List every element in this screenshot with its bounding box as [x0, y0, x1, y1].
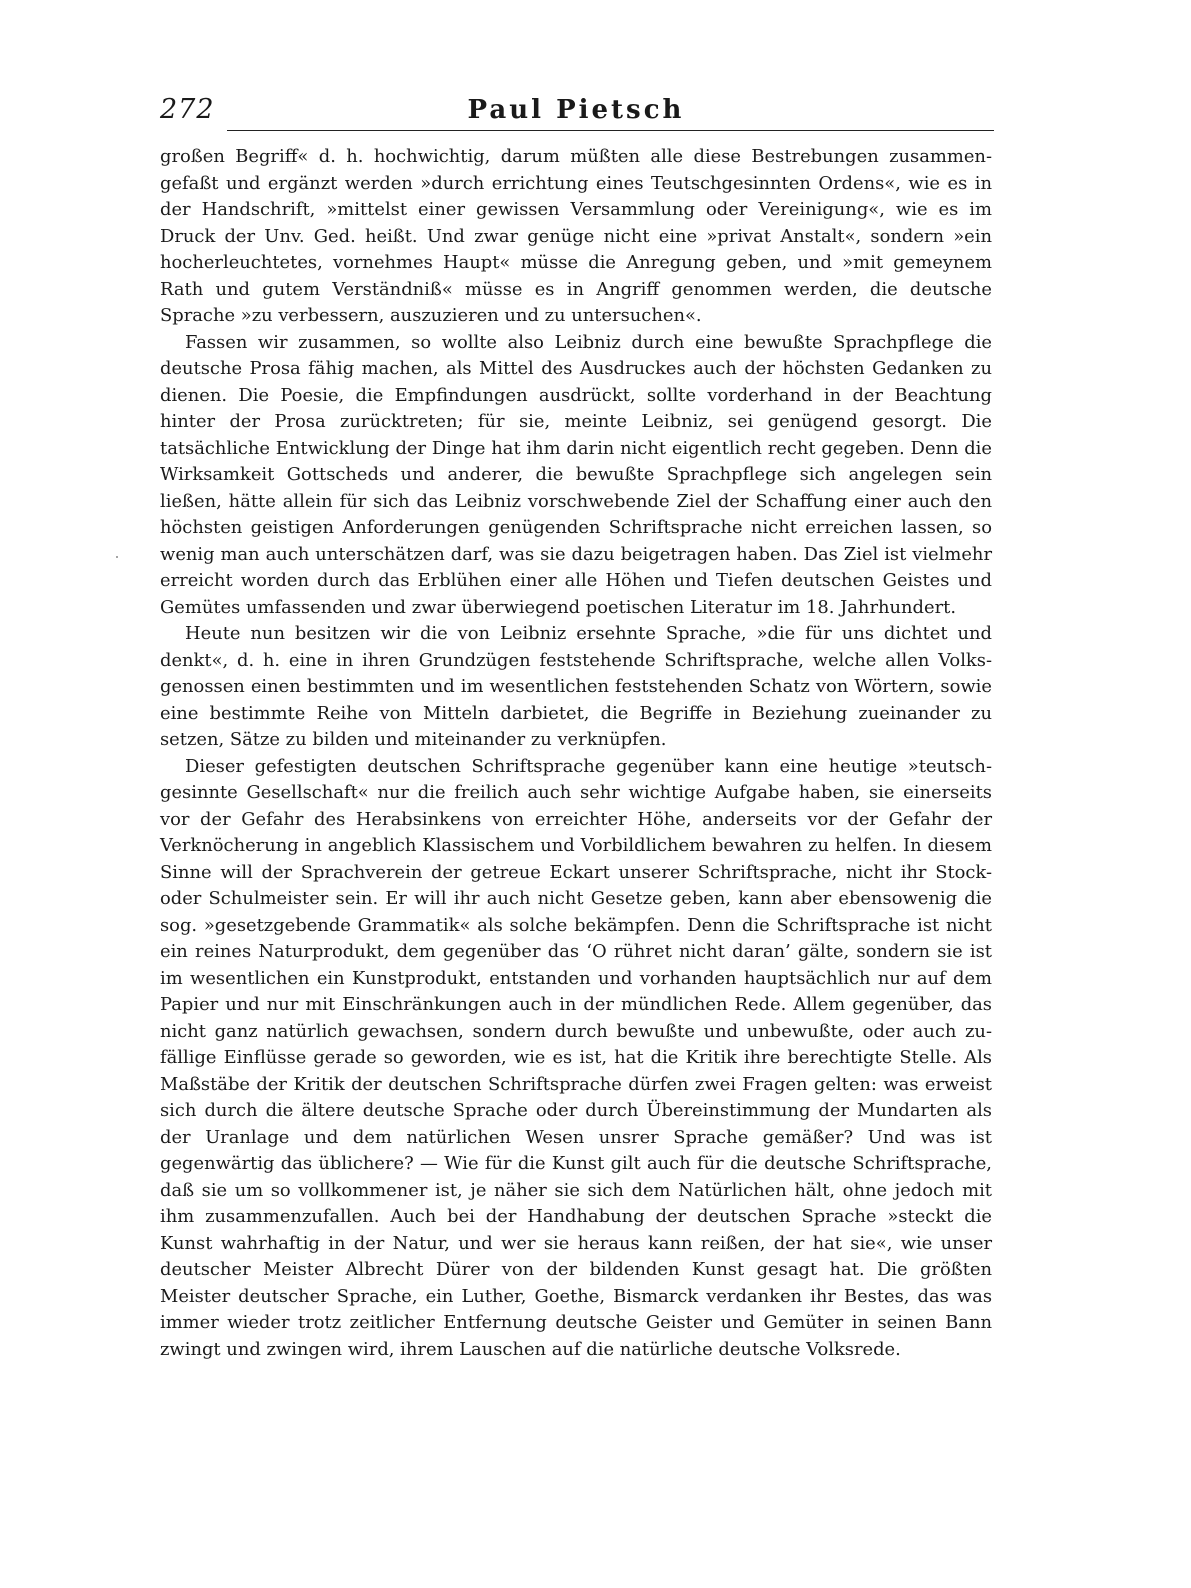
paragraph-1: großen Begriff« d. h. hochwichtig, darum müßten alle diese Bestrebungen zusammengefaßt und ergänzt werden »durch errichtung eines Teutschgesinnten Ordens«, wie es in der Handschrift, »mittelst einer gewissen Versammlung oder Vereinigung«, wie es im Druck der Unv. Ged. heißt. Und zwar genüge nicht eine »privat Anstalt«, sondern »ein hocherleuchtetes, vornehmes Haupt« müsse die Anregung geben, und »mit gemeynem Rath und gutem Verständniß« müsse es in Angriff genommen werden, die deutsche Sprache »zu verbessern, auszuzieren und zu untersuchen«. [160, 146, 992, 326]
body-text [160, 144, 992, 1363]
paragraph-2: Fassen wir zusammen, so wollte also Leibniz durch eine bewußte Sprachpflege die deutsche Prosa fähig machen, als Mittel des Ausdruckes auch der höchsten Gedanken zu dienen. Die Poesie, die Empfindungen ausdrückt, sollte vorderhand in der Beachtung hinter der Prosa zurücktreten; für sie, meinte Leibniz, sei genügend gesorgt. Die tatsächliche Entwicklung der Dinge hat ihm darin nicht eigentlich recht gegeben. Denn die Wirksamkeit Gottscheds und anderer, die bewußte Sprachpflege sich angelegen sein ließen, hätte allein für sich das Leibniz vorschwebende Ziel der Schaffung einer auch den höchsten geistigen Anforderungen genügenden Schriftsprache nicht erreichen lassen, so wenig man auch unterschätzen darf, was sie dazu beigetragen haben. Das Ziel ist vielmehr erreicht worden durch das Erblühen einer alle Höhen und Tiefen deutschen Geistes und Gemütes umfassenden und zwar überwiegend poetischen Literatur im 18. Jahrhundert. [160, 331, 992, 618]
page-number: 272 [160, 94, 215, 125]
paragraph-4: Dieser gefestigten deutschen Schriftsprache gegenüber kann eine heutige »teutschgesinnte Gesellschaft« nur die freilich auch sehr wichtige Aufgabe haben, sie einerseits vor der Gefahr des Herabsinkens von erreichter Höhe, anderseits vor der Gefahr der Verknöcherung in angeblich Klassischem und Vorbildlichem bewahren zu helfen. In diesem Sinne will der Sprachverein der getreue Eckart unserer Schriftsprache, nicht ihr Stock- oder Schulmeister sein. Er will ihr auch nicht Gesetze geben, kann aber ebensowenig die sog. »gesetzgebende Grammatik« als solche bekämpfen. Denn die Schriftsprache ist nicht ein reines Naturprodukt, dem gegenüber das ‘O rühret nicht daran’ gälte, sondern sie ist im wesentlichen ein Kunstprodukt, entstanden und vorhanden hauptsächlich nur auf dem Papier und nur mit Einschränkungen auch in der mündlichen Rede. Allem gegenüber, das nicht ganz natürlich gewachsen, sondern durch bewußte und unbewußte, oder auch zufällige Einflüsse gerade so geworden, wie es ist, hat die Kritik ihre berechtigte Stelle. Als Maßstäbe der Kritik der deutschen Schriftsprache dürfen zwei Fragen gelten: was erweist sich durch die ältere deutsche Sprache oder durch Übereinstimmung der Mundarten als der Uranlage und dem natürlichen Wesen unsrer Sprache gemäßer? Und was ist gegenwärtig das üblichere? — Wie für die Kunst gilt auch für die deutsche Schriftsprache, daß sie um so vollkommener ist, je näher sie sich dem Natürlichen hält, ohne jedoch mit ihm zusammenzufallen. Auch bei der Handhabung der deutschen Sprache »steckt die Kunst wahrhaftig in der Natur, und wer sie heraus kann reißen, der hat sie«, wie unser deutscher Meister Albrecht Dürer von der bildenden Kunst gesagt hat. Die größten Meister deutscher Sprache, ein Luther, Goethe, Bismarck verdanken ihr Bestes, das was immer wieder trotz zeitlicher Entfernung deutsche Geister und Gemüter in seinen Bann zwingt und zwingen wird, ihrem Lauschen auf die natürliche deutsche Volksrede. [160, 755, 992, 1360]
running-title: Paul Pietsch [467, 95, 685, 125]
paragraph-3: Heute nun besitzen wir die von Leibniz ersehnte Sprache, »die für uns dichtet und denkt«, d. h. eine in ihren Grundzügen feststehende Schriftsprache, welche allen Volksgenossen einen bestimmten und im wesentlichen feststehenden Schatz von Wörtern, sowie eine bestimmte Reihe von Mitteln darbietet, die Begriffe in Beziehung zueinander zu setzen, Sätze zu bilden und miteinander zu verknüpfen. [160, 623, 992, 750]
header-rule [227, 130, 994, 131]
margin-speck [116, 556, 118, 558]
running-head [160, 92, 992, 132]
